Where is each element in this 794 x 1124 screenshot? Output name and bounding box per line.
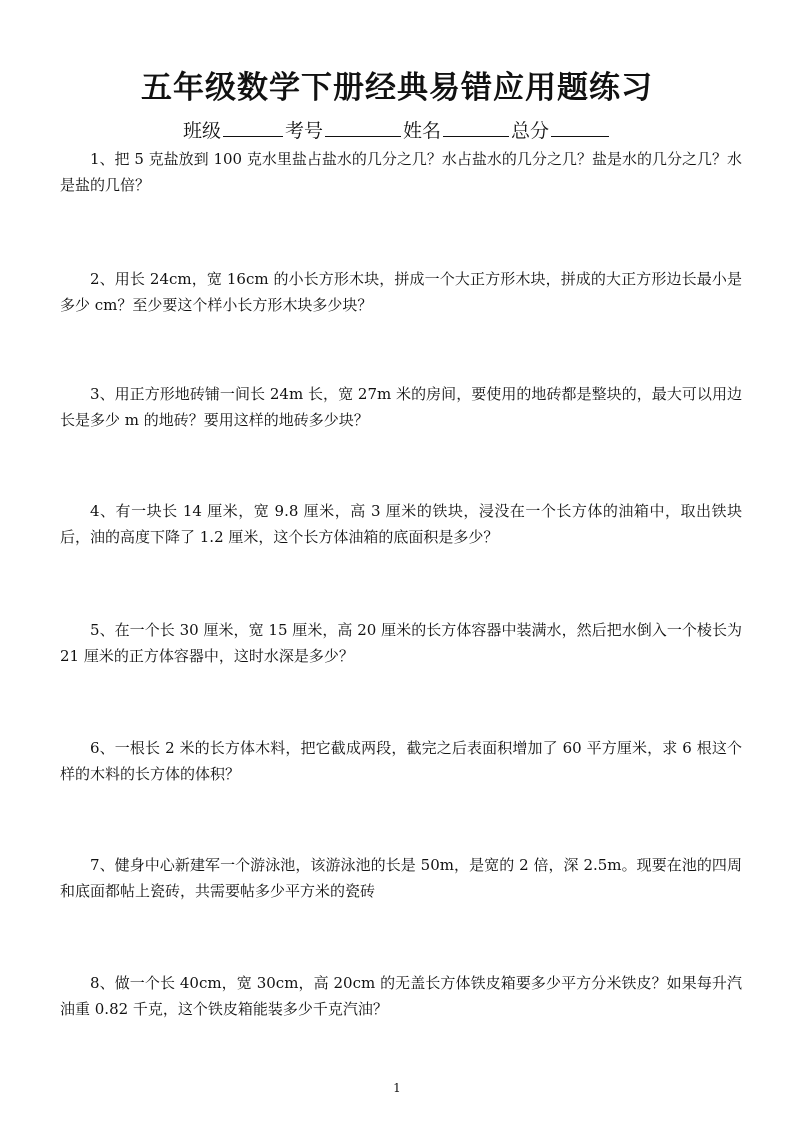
question-2: 2、用长 24cm，宽 16cm 的小长方形木块，拼成一个大正方形木块，拼成的大正方形边长最小是多少 cm？至少要这个样小长方形木块多少块？ [60, 270, 742, 314]
question-8: 8、做一个长 40cm，宽 30cm，高 20cm 的无盖长方体铁皮箱要多少平方分米铁皮？如果每升汽油重 0.82 千克，这个铁皮箱能装多少千克汽油？ [60, 974, 742, 1018]
total-score-label: 总分 [511, 120, 550, 142]
exam-number-blank [325, 118, 401, 137]
question-5: 5、在一个长 30 厘米，宽 15 厘米，高 20 厘米的长方体容器中装满水，然后把水倒入一个棱长为 21 厘米的正方体容器中，这时水深是多少？ [60, 621, 742, 665]
name-label: 姓名 [403, 120, 442, 142]
name-blank [443, 118, 509, 137]
student-info-fields [0, 116, 794, 143]
question-7: 7、健身中心新建军一个游泳池，该游泳池的长是 50m，是宽的 2 倍，深 2.5m。现要在池的四周和底面都帖上瓷砖，共需要帖多少平方米的瓷砖 [60, 856, 742, 900]
total-score-blank [551, 118, 609, 137]
page-number: 1 [393, 1081, 401, 1095]
question-3: 3、用正方形地砖铺一间长 24m 长，宽 27m 米的房间，要使用的地砖都是整块的，最大可以用边长是多少 m 的地砖？要用这样的地砖多少块？ [60, 385, 742, 429]
exam-number-label: 考号 [284, 120, 323, 142]
class-label: 班级 [182, 120, 221, 142]
question-1: 1、把 5 克盐放到 100 克水里盐占盐水的几分之几？水占盐水的几分之几？盐是水的几分之几？水是盐的几倍？ [60, 150, 742, 194]
class-blank [223, 118, 283, 137]
question-4: 4、有一块长 14 厘米，宽 9.8 厘米，高 3 厘米的铁块，浸没在一个长方体的油箱中，取出铁块后，油的高度下降了 1.2 厘米，这个长方体油箱的底面积是多少？ [60, 502, 742, 546]
page-title: 五年级数学下册经典易错应用题练习 [141, 70, 653, 106]
question-6: 6、一根长 2 米的长方体木料，把它截成两段，截完之后表面积增加了 60 平方厘米，求 6 根这个样的木料的长方体的体积？ [60, 739, 742, 783]
